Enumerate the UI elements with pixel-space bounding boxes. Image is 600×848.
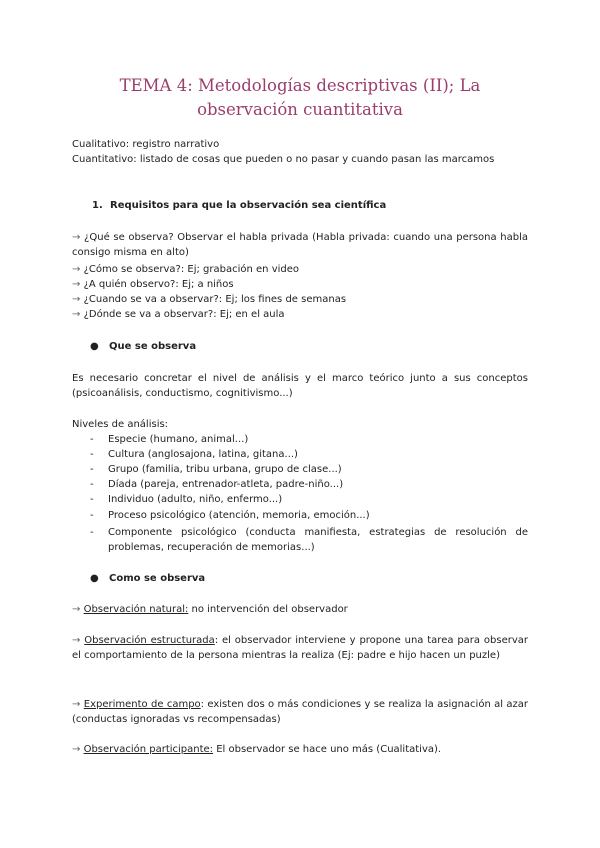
dash-icon: -	[90, 434, 94, 445]
question-where-text: ¿Dónde se va a observar?: Ej; en el aula	[83, 309, 285, 320]
title-line-2: observación cuantitativa	[197, 100, 403, 119]
method-description: no intervención del observador	[188, 604, 348, 615]
list-item-text: Individuo (adulto, niño, enfermo...)	[108, 494, 283, 505]
list-item	[90, 477, 528, 492]
arrow-icon: →	[72, 699, 81, 710]
method-term: Experimento de campo	[83, 699, 201, 710]
section-2-paragraph: Es necesario concretar el nivel de análisis y el marco teórico junto a sus conceptos (psicoanálisis, conductismo, cognitivismo...)	[72, 373, 528, 400]
arrow-icon: →	[72, 604, 81, 615]
section-2-heading	[90, 339, 196, 354]
dash-icon: -	[90, 494, 94, 505]
section-1-title: Requisitos para que la observación sea científica	[110, 200, 387, 211]
arrow-icon: →	[72, 264, 81, 275]
dash-icon: -	[90, 510, 94, 521]
question-how	[72, 262, 299, 277]
bullet-icon: ●	[90, 573, 99, 584]
dash-icon: -	[90, 449, 94, 460]
list-item-text: Grupo (familia, tribu urbana, grupo de clase...)	[108, 464, 342, 475]
question-when	[72, 292, 346, 307]
question-where	[72, 307, 285, 322]
arrow-icon: →	[72, 279, 81, 290]
method-structured	[72, 633, 528, 663]
list-item	[90, 525, 528, 555]
list-item-text: Proceso psicológico (atención, memoria, emoción...)	[108, 510, 370, 521]
arrow-icon: →	[72, 635, 81, 646]
method-term: Observación estructurada	[84, 635, 215, 646]
document-title	[60, 74, 540, 122]
method-natural	[72, 602, 528, 617]
list-item-text: Componente psicológico (conducta manifiesta, estrategias de resolución de problemas, recuperación de memorias...)	[108, 527, 528, 554]
title-line-1: TEMA 4: Metodologías descriptivas (II); La	[119, 76, 481, 95]
method-participant	[72, 742, 528, 757]
question-when-text: ¿Cuando se va a observar?: Ej; los fines de semanas	[83, 294, 347, 305]
list-item	[90, 462, 528, 477]
method-description: : existen dos o más condiciones y se realiza la asignación al azar (conductas ignoradas vs recompensadas)	[72, 699, 528, 726]
list-item-text: Díada (pareja, entrenador-atleta, padre-niño...)	[108, 479, 344, 490]
arrow-icon: →	[72, 294, 81, 305]
section-1-number: 1.	[92, 200, 103, 211]
intro-cualitativo: Cualitativo: registro narrativo	[72, 139, 220, 150]
list-item-text: Especie (humano, animal...)	[108, 434, 249, 445]
question-how-text: ¿Cómo se observa?: Ej; grabación en video	[83, 264, 300, 275]
bullet-icon: ●	[90, 341, 99, 352]
levels-label: Niveles de análisis:	[72, 419, 169, 430]
list-item	[90, 508, 528, 523]
dash-icon: -	[90, 479, 94, 490]
arrow-icon: →	[72, 309, 81, 320]
question-what	[72, 230, 528, 260]
arrow-icon: →	[72, 232, 81, 243]
dash-icon: -	[90, 464, 94, 475]
method-description: : el observador interviene y propone una tarea para observar el comportamiento de la persona mientras la realiza (Ej: padre e hijo hacen un puzle)	[72, 635, 528, 662]
section-2-title: Que se observa	[109, 341, 197, 352]
list-item	[90, 447, 528, 462]
section-1-heading	[92, 198, 386, 213]
dash-icon: -	[90, 527, 94, 538]
method-term: Observación natural:	[83, 604, 189, 615]
intro-cuantitativo: Cuantitativo: listado de cosas que pueden o no pasar y cuando pasan las marcamos	[72, 154, 495, 165]
list-item-text: Cultura (anglosajona, latina, gitana...)	[108, 449, 298, 460]
section-3-heading	[90, 571, 205, 586]
method-field-experiment	[72, 697, 528, 727]
question-who	[72, 277, 234, 292]
question-what-text: ¿Qué se observa? Observar el habla privada (Habla privada: cuando una persona habla consigo misma en alto)	[72, 232, 528, 259]
arrow-icon: →	[72, 744, 81, 755]
method-term: Observación participante:	[83, 744, 214, 755]
list-item	[90, 492, 528, 507]
section-3-title: Como se observa	[109, 573, 206, 584]
list-item	[90, 432, 528, 447]
question-who-text: ¿A quién observo?: Ej; a niños	[83, 279, 234, 290]
method-description: El observador se hace uno más (Cualitativa).	[213, 744, 442, 755]
